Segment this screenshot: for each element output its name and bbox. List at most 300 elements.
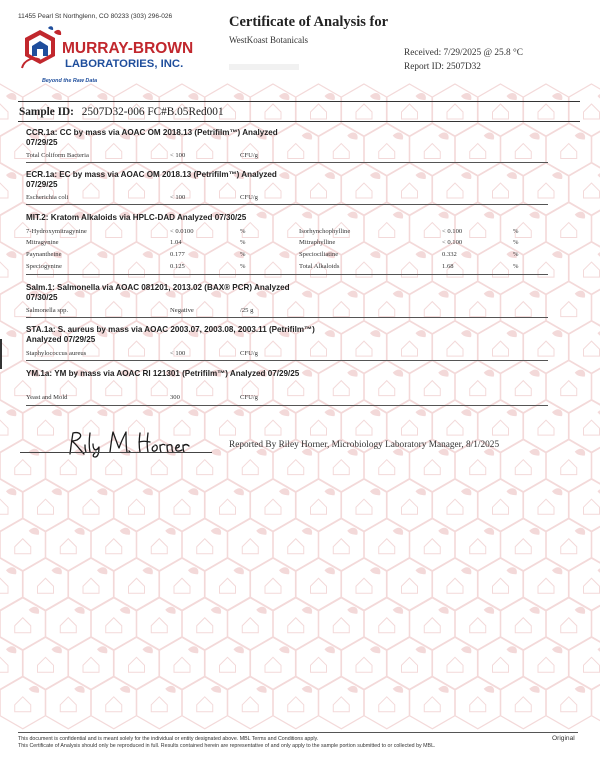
watermark-house (60, 460, 76, 475)
watermark-house (151, 460, 167, 475)
section-divider (26, 317, 548, 318)
watermark-house (493, 420, 509, 435)
watermark-leaf (461, 488, 471, 495)
watermark-leaf (416, 646, 426, 653)
section-ccr (26, 128, 546, 148)
watermark-hexagon (0, 558, 23, 610)
watermark-leaf (256, 528, 266, 535)
watermark-house (0, 499, 8, 514)
watermark-leaf (370, 93, 380, 100)
result-unit: % (240, 239, 246, 246)
watermark-leaf (143, 488, 153, 495)
watermark-house (151, 697, 167, 712)
logo-name-1: MURRAY-BROWN (62, 40, 194, 57)
watermark-house (106, 697, 122, 712)
watermark-house (38, 657, 54, 672)
watermark-house (60, 539, 76, 554)
watermark-leaf (552, 567, 562, 574)
watermark-leaf (120, 686, 130, 693)
watermark-leaf (120, 607, 130, 614)
watermark-house (356, 578, 372, 593)
watermark-house (515, 697, 531, 712)
watermark-house (402, 420, 418, 435)
analyte-name: Total Coliform Bacteria (26, 152, 89, 159)
watermark-house (538, 657, 554, 672)
watermark-hexagon (0, 400, 23, 452)
watermark-house (197, 618, 213, 633)
watermark-leaf (529, 607, 539, 614)
watermark-leaf (29, 528, 39, 535)
watermark-house (515, 460, 531, 475)
watermark-house (83, 578, 99, 593)
watermark-leaf (484, 686, 494, 693)
watermark-house (265, 657, 281, 672)
watermark-leaf (552, 172, 562, 179)
watermark-leaf (325, 488, 335, 495)
watermark-house (584, 420, 600, 435)
section-title: CCR.1a: CC by mass via AOAC OM 2018.13 (Petrifilm™) Analyzed 07/29/25 (26, 128, 278, 147)
watermark-leaf (6, 93, 16, 100)
watermark-house (561, 144, 577, 159)
watermark-leaf (52, 409, 62, 416)
watermark-leaf (74, 686, 84, 693)
watermark-leaf (6, 409, 16, 416)
watermark-leaf (507, 488, 517, 495)
client-name: WestKoast Botanicals (229, 35, 309, 45)
result-unit: % (240, 251, 246, 258)
watermark-leaf (325, 93, 335, 100)
watermark-house (379, 539, 395, 554)
watermark-house (584, 578, 600, 593)
watermark-leaf (552, 330, 562, 337)
watermark-house (538, 578, 554, 593)
watermark-leaf (484, 528, 494, 535)
received-info: Received: 7/29/2025 @ 25.8 °C (404, 48, 523, 58)
watermark-house (197, 460, 213, 475)
result-unit: /25 g (240, 307, 254, 314)
watermark-leaf (438, 528, 448, 535)
watermark-house (538, 499, 554, 514)
watermark-house (15, 618, 31, 633)
sample-id (19, 106, 224, 118)
watermark-house (333, 618, 349, 633)
watermark-house (561, 223, 577, 238)
watermark-leaf (143, 646, 153, 653)
watermark-house (265, 420, 281, 435)
result-value: Negative (170, 307, 194, 314)
watermark-hexagon (569, 400, 600, 452)
watermark-house (561, 697, 577, 712)
result-row (26, 194, 548, 203)
watermark-leaf (529, 686, 539, 693)
watermark-house (83, 499, 99, 514)
watermark-house (242, 539, 258, 554)
watermark-leaf (234, 567, 244, 574)
watermark-house (83, 657, 99, 672)
result-value: < 100 (170, 194, 186, 201)
result-unit: CFU/g (240, 194, 258, 201)
analyte-name: Paynantheine (26, 251, 62, 258)
watermark-leaf (143, 409, 153, 416)
watermark-house (220, 657, 236, 672)
result-value: 0.125 (170, 263, 185, 270)
watermark-leaf (370, 646, 380, 653)
watermark-leaf (370, 488, 380, 495)
watermark-leaf (211, 528, 221, 535)
watermark-house (106, 460, 122, 475)
watermark-hexagon (0, 242, 23, 294)
watermark-hexagon (569, 163, 600, 215)
watermark-house (0, 657, 8, 672)
watermark-house (288, 618, 304, 633)
watermark-leaf (120, 528, 130, 535)
watermark-leaf (165, 607, 175, 614)
watermark-house (0, 262, 8, 277)
watermark-leaf (575, 686, 585, 693)
watermark-house (333, 460, 349, 475)
section-salm (26, 283, 546, 303)
watermark-leaf (256, 607, 266, 614)
watermark-house (106, 618, 122, 633)
watermark-leaf (484, 607, 494, 614)
watermark-house (0, 104, 8, 119)
result-row (26, 239, 548, 248)
watermark-leaf (507, 646, 517, 653)
watermark-hexagon (569, 321, 600, 373)
watermark-leaf (461, 93, 471, 100)
watermark-house (220, 499, 236, 514)
watermark-leaf (529, 528, 539, 535)
section-title: Salm.1: Salmonella via AOAC 081201, 2013.02 (BAX® PCR) Analyzed 07/30/25 (26, 283, 290, 302)
result-unit: CFU/g (240, 152, 258, 159)
watermark-hexagon (569, 242, 600, 294)
watermark-leaf (438, 686, 448, 693)
watermark-leaf (188, 567, 198, 574)
result-row (26, 152, 548, 161)
sample-divider (18, 121, 580, 122)
watermark-leaf (552, 409, 562, 416)
watermark-house (424, 697, 440, 712)
watermark-house (584, 183, 600, 198)
result-value: < 100 (170, 152, 186, 159)
watermark-house (15, 539, 31, 554)
watermark-house (288, 460, 304, 475)
footer-disclaimer-2: This Certificate of Analysis should only be reproduced in full. Results contained herein are representative of and only apply to the sample portion submitted to or collected by MBL. (18, 743, 436, 749)
watermark-leaf (6, 488, 16, 495)
watermark-house (197, 697, 213, 712)
watermark-house (311, 420, 327, 435)
analyte-name: Mitragynine (26, 239, 59, 246)
redacted-text (229, 64, 299, 70)
result-row (26, 350, 548, 359)
watermark-leaf (302, 686, 312, 693)
watermark-house (561, 460, 577, 475)
watermark-house (493, 657, 509, 672)
watermark-house (311, 104, 327, 119)
report-id: Report ID: 2507D32 (404, 62, 481, 72)
watermark-house (447, 499, 463, 514)
watermark-house (584, 104, 600, 119)
watermark-house (584, 262, 600, 277)
watermark-leaf (416, 93, 426, 100)
watermark-house (311, 578, 327, 593)
result-value: 0.177 (170, 251, 185, 258)
watermark-house (265, 104, 281, 119)
watermark-leaf (52, 93, 62, 100)
section-ecr (26, 170, 546, 190)
watermark-house (379, 460, 395, 475)
watermark-house (515, 618, 531, 633)
watermark-house (311, 499, 327, 514)
watermark-house (15, 460, 31, 475)
watermark-house (447, 104, 463, 119)
result-unit: CFU/g (240, 394, 258, 401)
watermark-leaf (97, 409, 107, 416)
watermark-house (356, 499, 372, 514)
watermark-leaf (370, 409, 380, 416)
watermark-leaf (188, 93, 198, 100)
section-divider (26, 204, 548, 205)
watermark-leaf (279, 409, 289, 416)
watermark-house (493, 578, 509, 593)
watermark-house (129, 499, 145, 514)
watermark-leaf (461, 567, 471, 574)
analyte-name: Staphylococcus aureus (26, 350, 87, 357)
watermark-house (447, 657, 463, 672)
watermark-leaf (211, 686, 221, 693)
result-unit: % (240, 228, 246, 235)
watermark-leaf (529, 449, 539, 456)
signature-line (20, 452, 212, 453)
watermark-leaf (165, 686, 175, 693)
watermark-leaf (143, 567, 153, 574)
watermark-leaf (325, 567, 335, 574)
result-value: < 0.100 (442, 239, 463, 246)
watermark-house (197, 539, 213, 554)
watermark-leaf (97, 646, 107, 653)
watermark-leaf (393, 528, 403, 535)
watermark-house (402, 578, 418, 593)
watermark-leaf (52, 488, 62, 495)
watermark-leaf (416, 409, 426, 416)
header-divider (18, 101, 580, 102)
watermark-house (424, 618, 440, 633)
watermark-leaf (575, 528, 585, 535)
watermark-leaf (6, 330, 16, 337)
analyte-name: Total Alkaloids (299, 263, 340, 270)
watermark-leaf (74, 528, 84, 535)
result-row (26, 228, 548, 237)
analyte-name: Escherichia coli (26, 194, 69, 201)
watermark-hexagon (0, 321, 23, 373)
result-unit: % (513, 251, 519, 258)
section-title: YM.1a: YM by mass via AOAC RI 121301 (Petrifilm™) Analyzed 07/29/25 (26, 369, 300, 378)
result-row (26, 251, 548, 260)
watermark-house (493, 499, 509, 514)
watermark-leaf (302, 528, 312, 535)
watermark-house (515, 539, 531, 554)
watermark-house (242, 460, 258, 475)
watermark-leaf (188, 488, 198, 495)
watermark-house (242, 697, 258, 712)
watermark-house (470, 539, 486, 554)
watermark-house (60, 618, 76, 633)
watermark-leaf (325, 646, 335, 653)
watermark-leaf (188, 646, 198, 653)
watermark-house (584, 341, 600, 356)
result-value: < 0.100 (442, 228, 463, 235)
section-sta (26, 325, 546, 345)
section-ym (26, 369, 546, 379)
watermark-leaf (52, 646, 62, 653)
analyte-name: Yeast and Mold (26, 394, 68, 401)
watermark-leaf (552, 93, 562, 100)
watermark-house (220, 578, 236, 593)
watermark-leaf (347, 528, 357, 535)
watermark-house (38, 578, 54, 593)
watermark-house (470, 618, 486, 633)
watermark-leaf (347, 607, 357, 614)
result-value: 1.04 (170, 239, 182, 246)
watermark-house (447, 420, 463, 435)
watermark-hexagon (569, 84, 600, 136)
watermark-house (493, 104, 509, 119)
watermark-house (0, 578, 8, 593)
watermark-leaf (279, 567, 289, 574)
watermark-leaf (461, 646, 471, 653)
watermark-leaf (6, 567, 16, 574)
analyte-name: Speciogynine (26, 263, 62, 270)
watermark-house (584, 499, 600, 514)
watermark-leaf (507, 409, 517, 416)
original-stamp: Original (552, 735, 575, 742)
section-divider (26, 360, 548, 361)
watermark-house (265, 499, 281, 514)
analyte-name: Mitraphylline (299, 239, 336, 246)
section-title: STA.1a: S. aureus by mass via AOAC 2003.07, 2003.08, 2003.11 (Petrifilm™) Analyzed 07/29/25 (26, 325, 315, 344)
watermark-house (538, 104, 554, 119)
watermark-leaf (97, 488, 107, 495)
footer-divider (18, 732, 578, 733)
result-value: 1.68 (442, 263, 454, 270)
watermark-leaf (279, 93, 289, 100)
analyte-name: Speciociliatine (299, 251, 339, 258)
watermark-hexagon (569, 558, 600, 610)
footer-disclaimer-1: This document is confidential and is meant solely for the individual or entity designated above. MBL Terms and Conditions apply. (18, 736, 319, 742)
lab-logo (18, 26, 208, 88)
watermark-leaf (575, 449, 585, 456)
watermark-house (15, 697, 31, 712)
watermark-leaf (393, 686, 403, 693)
watermark-house (174, 499, 190, 514)
watermark-house (242, 618, 258, 633)
result-row (26, 263, 548, 272)
watermark-house (0, 183, 8, 198)
result-unit: CFU/g (240, 350, 258, 357)
watermark-house (447, 578, 463, 593)
watermark-house (333, 539, 349, 554)
watermark-house (402, 657, 418, 672)
watermark-leaf (234, 93, 244, 100)
watermark-house (561, 618, 577, 633)
watermark-house (584, 657, 600, 672)
section-divider (26, 162, 548, 163)
watermark-leaf (188, 409, 198, 416)
watermark-leaf (552, 251, 562, 258)
watermark-leaf (211, 607, 221, 614)
section-title: ECR.1a: EC by mass via AOAC OM 2018.13 (Petrifilm™) Analyzed 07/29/25 (26, 170, 277, 189)
watermark-leaf (393, 607, 403, 614)
analyte-name: Isorhynchophylline (299, 228, 351, 235)
watermark-leaf (370, 567, 380, 574)
watermark-leaf (302, 607, 312, 614)
watermark-house (356, 420, 372, 435)
result-unit: % (513, 263, 519, 270)
reported-by: Reported By Riley Horner, Microbiology Laboratory Manager, 8/1/2025 (229, 440, 500, 450)
watermark-leaf (461, 409, 471, 416)
watermark-house (60, 697, 76, 712)
watermark-leaf (416, 567, 426, 574)
watermark-leaf (575, 291, 585, 298)
watermark-leaf (211, 449, 221, 456)
watermark-hexagon (0, 479, 23, 531)
scan-mark (0, 339, 2, 369)
watermark-leaf (97, 93, 107, 100)
result-value: 0.332 (442, 251, 457, 258)
watermark-house (379, 618, 395, 633)
handwritten-signature (62, 430, 192, 458)
certificate-title: Certificate of Analysis for (229, 14, 389, 30)
watermark-leaf (552, 646, 562, 653)
lab-address: 11455 Pearl St Northglenn, CO 80233 (303) 296-026 (18, 13, 173, 20)
watermark-leaf (575, 607, 585, 614)
watermark-hexagon (0, 637, 23, 689)
watermark-house (0, 420, 8, 435)
section-divider (26, 274, 548, 275)
analyte-name: 7-Hydroxymitragynine (26, 228, 87, 235)
watermark-leaf (279, 488, 289, 495)
watermark-house (402, 499, 418, 514)
watermark-leaf (279, 646, 289, 653)
watermark-house (538, 420, 554, 435)
result-value: < 100 (170, 350, 186, 357)
watermark-house (311, 657, 327, 672)
watermark-house (174, 657, 190, 672)
watermark-house (38, 420, 54, 435)
logo-tagline: Beyond the Raw Data (42, 78, 98, 84)
watermark-house (424, 460, 440, 475)
watermark-house (288, 539, 304, 554)
watermark-house (402, 104, 418, 119)
result-row (26, 394, 548, 403)
watermark-leaf (6, 172, 16, 179)
watermark-hexagon (569, 637, 600, 689)
watermark-hexagon (569, 479, 600, 531)
watermark-house (333, 697, 349, 712)
watermark-leaf (52, 567, 62, 574)
watermark-house (151, 618, 167, 633)
watermark-house (470, 697, 486, 712)
watermark-leaf (575, 133, 585, 140)
watermark-leaf (575, 212, 585, 219)
watermark-leaf (552, 488, 562, 495)
watermark-house (379, 697, 395, 712)
watermark-house (470, 460, 486, 475)
watermark-leaf (256, 686, 266, 693)
watermark-hexagon (0, 163, 23, 215)
result-row (26, 307, 548, 316)
watermark-house (129, 578, 145, 593)
